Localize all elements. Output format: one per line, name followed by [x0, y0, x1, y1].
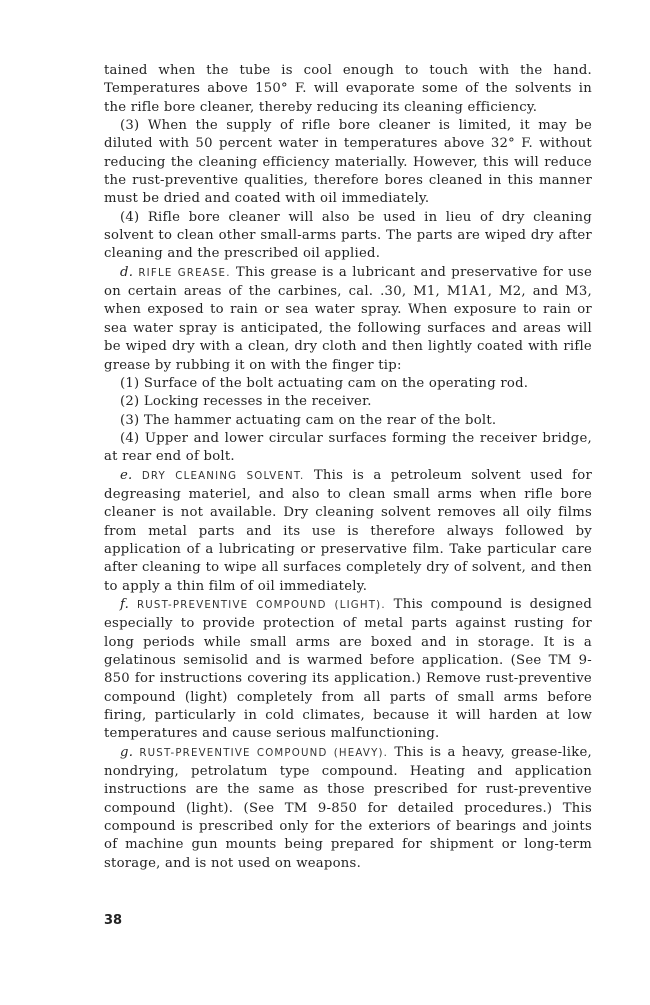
section-g-heading: RUST-PREVENTIVE COMPOUND (HEAVY).	[139, 747, 389, 759]
section-f-text: This compound is designed especially to provide protection of metal parts against rusting for long periods while small arms are boxed and in storage. It is a gelatinous semisolid and is warmed before application. (See TM 9-850 for instructions covering its application.) Remove rust-preventive compound (light) completely from all parts of small arms before firing, particularly in cold climates, because it will harden at low temperatures and cause serious malfunctioning.	[104, 596, 593, 742]
page-body	[104, 62, 592, 873]
paragraph-3: (3) When the supply of rifle bore cleaner is limited, it may be diluted with 50 percent water in temperatures above 32° F. without reducing the cleaning efficiency materially. However, this will reduce the rust-preventive qualities, therefore bores cleaned in this manner must be dried and coated with oil immediately.	[104, 118, 592, 207]
section-e-letter: e.	[120, 467, 133, 483]
section-f-heading: RUST-PREVENTIVE COMPOUND (LIGHT).	[136, 599, 386, 611]
paragraph-4: (4) Rifle bore cleaner will also be used in lieu of dry cleaning solvent to clean other small-arms parts. The parts are wiped dry after cleaning and the prescribed oil applied.	[104, 209, 592, 262]
section-g-text: This is a heavy, grease-like, nondrying, petrolatum type compound. Heating and application instructions are the same as those prescribed for rust-preventive compound (light). (See TM 9-850 for detailed procedures.) This compound is prescribed only for the exteriors of bearings and joints of machine gun mounts being prepared for shipment or long-term storage, and is not used on weapons.	[104, 744, 592, 871]
section-d-letter: d.	[120, 264, 134, 280]
page-number: 38	[104, 913, 123, 928]
section-f-letter: f.	[120, 596, 130, 612]
section-g-rust-preventive-heavy	[104, 744, 592, 873]
list-item: (1) Surface of the bolt actuating cam on the operating rod.	[120, 375, 529, 391]
section-g-letter: g.	[120, 744, 134, 760]
list-item: (3) The hammer actuating cam on the rear of the bolt.	[120, 412, 497, 428]
section-f-rust-preventive-light	[104, 596, 592, 744]
section-d-text: This grease is a lubricant and preservative for use on certain areas of the carbines, cal. .30, M1, M1A1, M2, and M3, when exposed to rain or sea water spray. When exposure to rain or sea water spray is anticipated, the following surfaces and areas will be wiped dry with a clean, dry cloth and then lightly coated with rifle grease by rubbing it on with the finger tip:	[104, 264, 592, 373]
list-item: (4) Upper and lower circular surfaces forming the receiver bridge, at rear end of bolt.	[104, 430, 592, 465]
section-d-heading: RIFLE GREASE.	[138, 267, 231, 279]
paragraph-continued: tained when the tube is cool enough to touch with the hand. Temperatures above 150° F. will evaporate some of the solvents in the rifle bore cleaner, thereby reducing its cleaning efficiency.	[104, 63, 592, 115]
section-e-heading: DRY CLEANING SOLVENT.	[141, 470, 305, 482]
section-d-rifle-grease	[104, 264, 592, 375]
section-e-text: This is a petroleum solvent used for degreasing materiel, and also to clean small arms when rifle bore cleaner is not available. Dry cleaning solvent removes all oily films from metal parts and its use is therefore always followed by application of a lubricating or preservative film. Take particular care after cleaning to wipe all surfaces completely dry of solvent, and then to apply a thin film of oil immediately.	[104, 467, 592, 594]
section-e-dry-cleaning-solvent	[104, 467, 592, 596]
list-item: (2) Locking recesses in the receiver.	[120, 394, 372, 410]
